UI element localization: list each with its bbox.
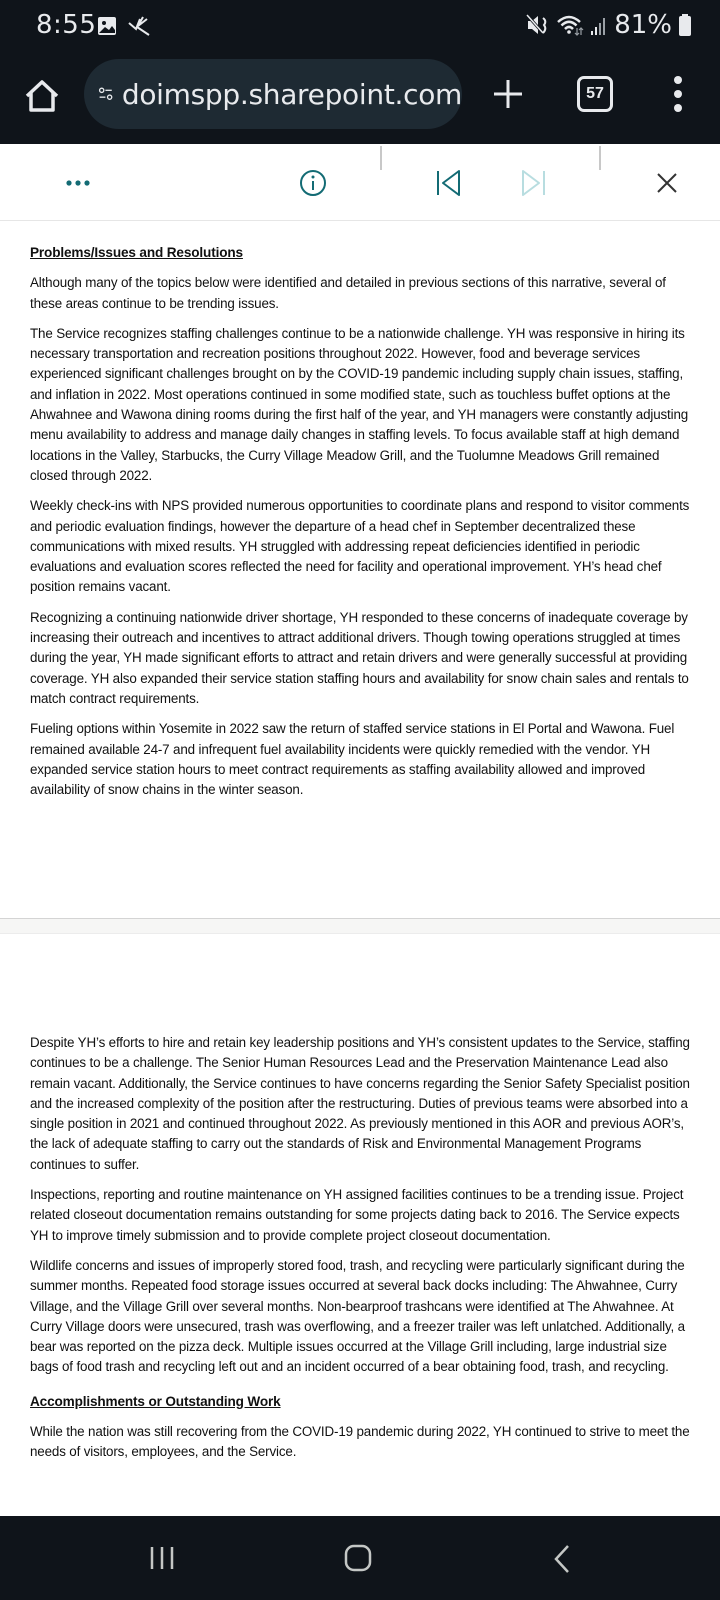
home-nav-icon	[344, 1544, 372, 1572]
battery-percent: 81%	[614, 10, 672, 40]
recent-apps-icon	[148, 1544, 176, 1572]
page-separator	[0, 918, 720, 934]
status-bar	[0, 0, 720, 54]
more-horizontal-icon	[64, 178, 92, 188]
paragraph: While the nation was still recovering from the COVID-19 pandemic during 2022, YH continued to strive to meet the needs of visitors, employees, and the Service.	[30, 1424, 690, 1460]
new-tab-button[interactable]	[490, 76, 526, 112]
paragraph: The Service recognizes staffing challenges continue to be a nationwide challenge. YH was responsive in hiring its necessary transportation and recreation positions throughout 2022. However, food and beverage services experienced significant challenges brought on by the COVID-19 pandemic including supply chain issues, staffing, and inflation in 2022. Most operations continued in some modified state, such as touchless buffet options at the Ahwahnee and Wawona dining rooms during the first half of the year, and YH managers were constantly adjusting menu availability to address and manage daily changes in staffing levels. To focus available staff at high demand locations in the Valley, Starbucks, the Curry Village Meadow Grill, and the Tuolumne Meadows Grill remained closed through 2022.	[30, 325, 689, 483]
browser-menu-button[interactable]	[672, 74, 684, 114]
more-vertical-icon	[672, 74, 684, 114]
previous-page-icon	[435, 169, 463, 197]
paragraph: Despite YH’s efforts to hire and retain key leadership positions and YH’s consistent updates to the Service, staffing continues to be a challenge. The Senior Human Resources Lead and the Preservation Maintenance Lead also remain vacant. Additionally, the Service continues to have concerns regarding the Senior Safety Specialist position and the increased complexity of the position after the restructuring. Duties of previous teams were absorbed into a single position in 2021 and continued throughout 2022. As previously mentioned in this AOR and previous AOR’s, the lack of adequate staffing to carry out the standards of Risk and Environmental Management Programs continues to suffer.	[30, 1035, 690, 1172]
url-text[interactable]: doimspp.sharepoint.com	[121, 77, 462, 111]
document-page-2	[30, 1033, 690, 1473]
recent-apps-button[interactable]	[148, 1544, 176, 1577]
section-heading-accomplishments: Accomplishments or Outstanding Work	[30, 1393, 281, 1409]
section-heading-problems: Problems/Issues and Resolutions	[30, 245, 243, 260]
paragraph: Inspections, reporting and routine maintenance on YH assigned facilities continues to be a trending issue. Project related closeout documentation remains outstanding for some projects dating back to 2016. The Service expects YH to improve timely submission and to provide complete project closeout documentation.	[30, 1187, 684, 1243]
mute-icon	[526, 14, 550, 36]
back-button[interactable]	[552, 1544, 572, 1579]
next-page-icon	[519, 169, 547, 197]
toolbar-divider	[599, 146, 601, 170]
signal-icon	[590, 14, 608, 36]
paragraph: Weekly check-ins with NPS provided numerous opportunities to coordinate plans and respond to visitor comments and periodic evaluation findings, however the departure of a head chef in September decentralized these communications with mixed results. YH struggled with addressing repeat deficiencies identified in periodic evaluations and evaluation scores reflected the need for facility and operational improvement. YH’s head chef position remains vacant.	[30, 498, 690, 595]
home-button[interactable]	[22, 76, 62, 116]
paragraph: Fueling options within Yosemite in 2022 saw the return of staffed service stations in El Portal and Wawona. Fuel remained available 24-7 and infrequent fuel availability incidents were quickly remedied with the vendor. YH expanded service station hours to meet contract requirements as staffing availability allowed and improved availability of snow chains in the winter season.	[30, 721, 675, 798]
site-settings-icon[interactable]	[98, 80, 114, 108]
more-options-button[interactable]	[60, 166, 96, 200]
system-navigation-bar	[0, 1516, 720, 1600]
cast-icon	[127, 15, 151, 37]
browser-toolbar	[0, 54, 720, 144]
back-icon	[552, 1544, 572, 1574]
document-viewer-toolbar	[0, 144, 720, 221]
home-icon	[22, 76, 62, 116]
paragraph: Wildlife concerns and issues of improperly stored food, trash, and recycling were particularly significant during the summer months. Repeated food storage issues occurred at several back docks including: The Ahwahnee, Curry Village, and the Village Grill over several months. Non-bearproof trashcans were identified at The Ahwahnee. At Curry Village doors were unsecured, trash was overflowing, and a freezer trailer was left unlatched. Additionally, a bear was reported on the pizza deck. Multiple issues occurred at the Village Grill including, large industrial size bags of food trash and recycling left out and an incident occurred of a bear obtaining food, trash, and recycling.	[30, 1257, 685, 1375]
status-time: 8:55	[36, 10, 97, 40]
tabs-button[interactable]	[577, 76, 613, 112]
home-nav-button[interactable]	[344, 1544, 372, 1577]
toolbar-divider	[380, 146, 382, 170]
paragraph: Although many of the topics below were identified and detailed in previous sections of this narrative, several of these areas continue to be trending issues.	[30, 275, 666, 311]
info-icon	[299, 169, 327, 197]
previous-page-button[interactable]	[434, 166, 464, 200]
battery-icon	[678, 13, 692, 37]
next-page-button[interactable]	[518, 166, 548, 200]
gallery-icon	[97, 16, 117, 36]
info-button[interactable]	[298, 166, 328, 200]
document-page-1	[30, 243, 690, 810]
close-icon	[656, 172, 678, 194]
url-bar[interactable]	[84, 59, 462, 129]
close-viewer-button[interactable]	[652, 166, 682, 200]
tab-count: 57	[586, 85, 604, 102]
paragraph: Recognizing a continuing nationwide driver shortage, YH responded to these concerns of inadequate coverage by increasing their outreach and incentives to attract additional drivers. Though towing operations struggled at times during the year, YH made significant efforts to attract and retain drivers and were generally successful at providing coverage. YH also expanded their service station staffing hours and availability for snow chain sales and rentals to match contract requirements.	[30, 609, 689, 706]
plus-icon	[490, 76, 526, 112]
wifi-icon	[556, 14, 584, 36]
